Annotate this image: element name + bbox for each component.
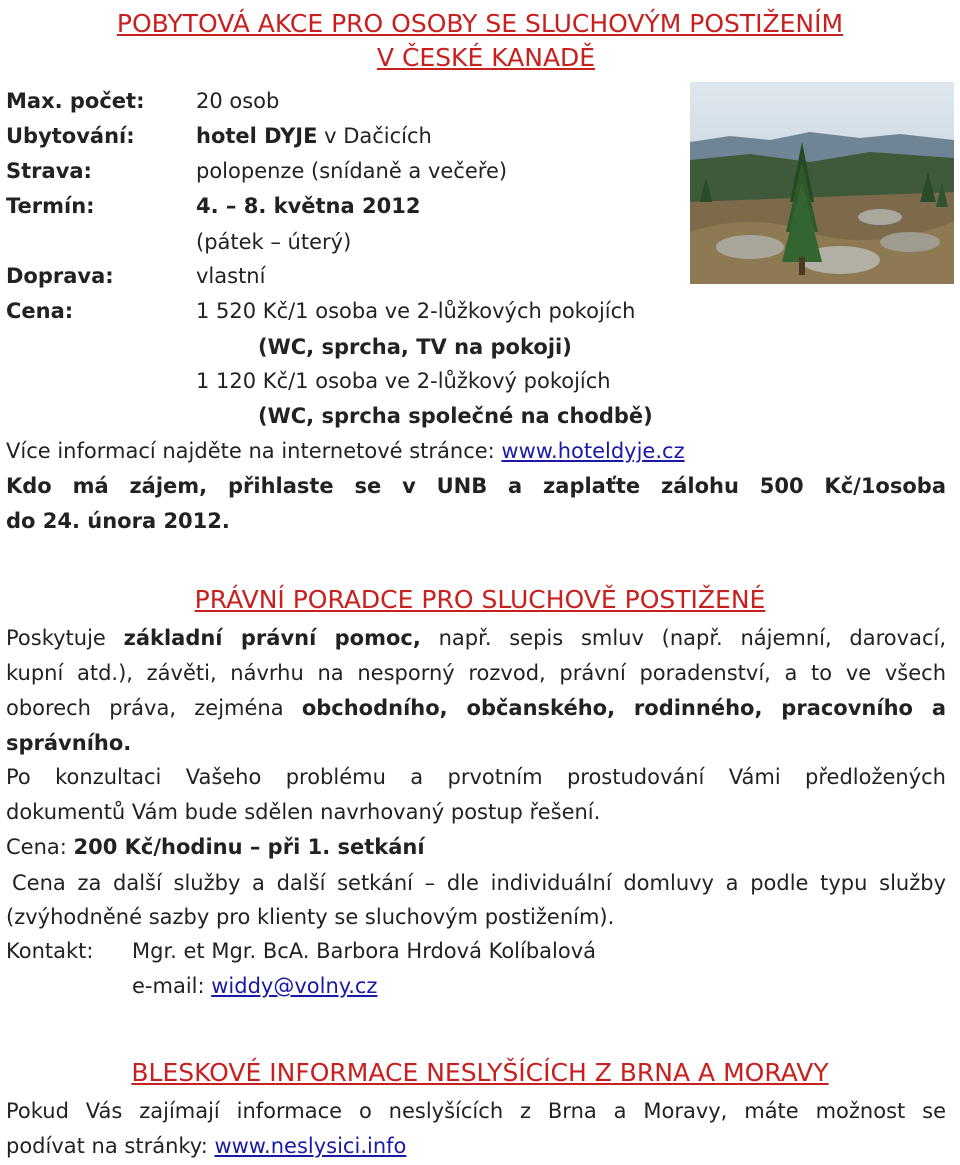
contact-name: Mgr. et Mgr. BcA. Barbora Hrdová Kolíbalová [132, 939, 597, 963]
signup-line1: Kdo má zájem, přihlaste se v UNB a zaplaťte zálohu 500 Kč/1osoba [6, 474, 946, 498]
news-line2-text: podívat na stránky: [6, 1134, 215, 1158]
legal-p2-line1: Po konzultaci Vašeho problému a prvotním prostudování Vámi předložených [6, 765, 946, 789]
max-value: 20 osob [196, 89, 280, 113]
legal-other-line1: Cena za další služby a další setkání – dle individuální domluvy a podle typu služby [12, 871, 946, 895]
legal-p1-line1 [6, 624, 946, 652]
legal-p1-line4: správního. [6, 731, 132, 755]
termin-label: Termín: [6, 194, 95, 218]
legal-p1-line3b: obchodního, občanského, rodinného, pracovního a [301, 696, 946, 720]
legal-title: PRÁVNÍ PORADCE PRO SLUCHOVĚ POSTIŽENÉ [194, 585, 766, 614]
event-title-line2: V ČESKÉ KANADĚ [376, 43, 596, 72]
hotel-name: hotel DYJE [196, 124, 318, 148]
ubytovani-label: Ubytování: [6, 124, 135, 148]
hotel-website-link[interactable]: www.hoteldyje.cz [501, 439, 685, 463]
legal-p1-b: základní právní pomoc, [123, 626, 421, 650]
legal-p1-line3a: oborech práva, zejména [6, 696, 302, 720]
doprava-value: vlastní [196, 264, 266, 288]
info-line [6, 437, 685, 465]
hotel-city: v Dačicích [317, 124, 432, 148]
news-line2 [6, 1132, 406, 1160]
termin-value: 4. – 8. května 2012 [196, 194, 421, 218]
strava-value: polopenze (snídaně a večeře) [196, 159, 508, 183]
info-text: Více informací najděte na internetové stránce: [6, 439, 502, 463]
legal-p1-a: Poskytuje [6, 626, 124, 650]
price-shared-room-note: (WC, sprcha společné na chodbě) [258, 404, 653, 428]
price-shared-room: 1 120 Kč/1 osoba ve 2-lůžkový pokojích [196, 369, 611, 393]
legal-p2-line2: dokumentů Vám bude sdělen navrhovaný postup řešení. [6, 800, 601, 824]
event-title-line1: POBYTOVÁ AKCE PRO OSOBY SE SLUCHOVÝM POSTIŽENÍM [116, 9, 844, 38]
max-label: Max. počet: [6, 89, 145, 113]
contact-label: Kontakt: [6, 939, 94, 963]
neslysici-link[interactable]: www.neslysici.info [214, 1134, 407, 1158]
doprava-label: Doprava: [6, 264, 114, 288]
legal-p1-line2: kupní atd.), závěti, návrhu na nesporný rozvod, právní poradenství, a to ve všech [6, 661, 946, 685]
price-double-room-note: (WC, sprcha, TV na pokoji) [258, 335, 572, 359]
email-link[interactable]: widdy@volny.cz [211, 974, 378, 998]
legal-p1-c: např. sepis smluv (např. nájemní, darovací, [420, 626, 946, 650]
news-line1: Pokud Vás zajímají informace o neslyšících z Brna a Moravy, máte možnost se [6, 1099, 946, 1123]
legal-p1-line3 [6, 694, 946, 722]
termin-days: (pátek – úterý) [196, 230, 352, 254]
price-double-room: 1 520 Kč/1 osoba ve 2-lůžkových pokojích [196, 299, 636, 323]
legal-price-value: 200 Kč/hodinu – při 1. setkání [73, 835, 425, 859]
cena-label: Cena: [6, 299, 74, 323]
ubytovani-value [196, 122, 432, 150]
legal-other-line2: (zvýhodněné sazby pro klienty se sluchovým postižením). [6, 905, 615, 929]
signup-line2: do 24. února 2012. [6, 509, 230, 533]
legal-price-label: Cena: [6, 835, 74, 859]
landscape-photo [690, 82, 954, 284]
contact-email-line [132, 972, 377, 1000]
email-label: e-mail: [132, 974, 212, 998]
strava-label: Strava: [6, 159, 92, 183]
legal-price-line [6, 833, 425, 861]
news-title: BLESKOVÉ INFORMACE NESLYŠÍCÍCH Z BRNA A MORAVY [131, 1058, 829, 1087]
